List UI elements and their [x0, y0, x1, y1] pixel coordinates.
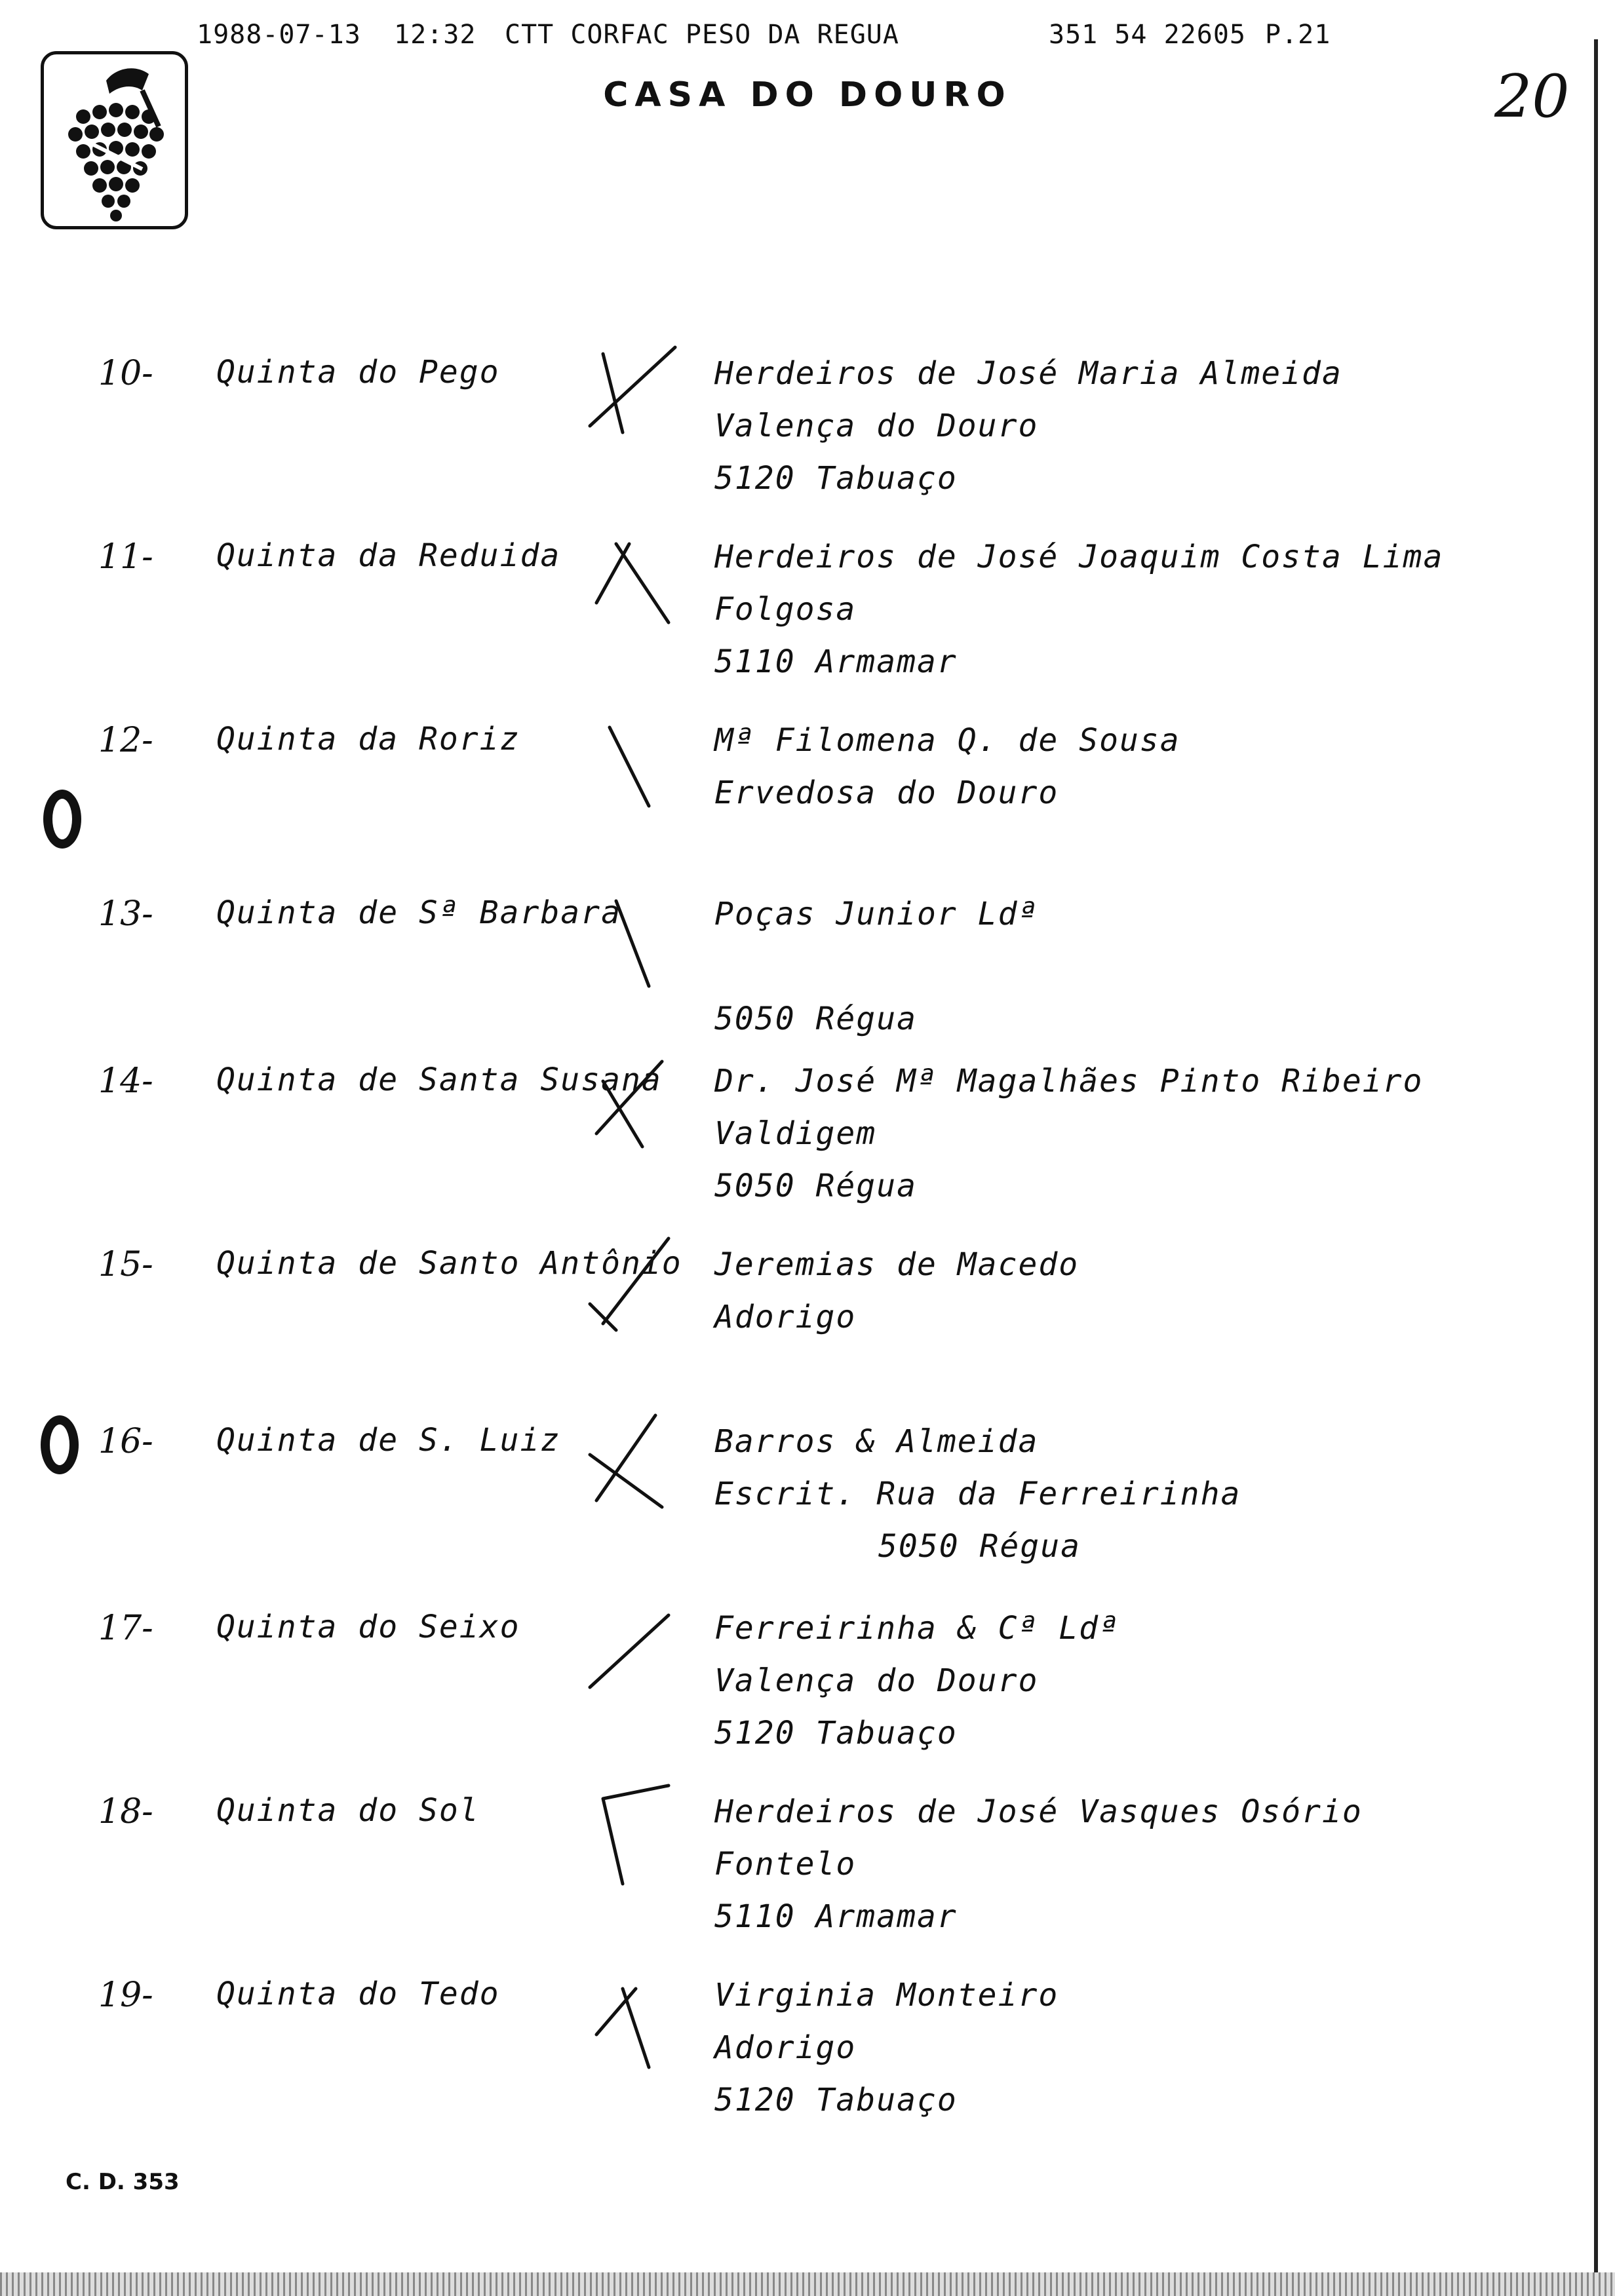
scan-edge: [1594, 39, 1598, 2293]
scan-edge: [0, 2272, 1615, 2296]
owner-address: [714, 714, 1180, 871]
owner-address: [714, 1055, 1423, 1212]
list-item: [0, 1422, 1615, 1592]
entry-number: 13-: [98, 894, 153, 934]
list-item: [0, 1792, 1615, 1962]
owner-postal: 5110 Armamar: [714, 1898, 958, 1935]
owner-place: Adorigo: [714, 2029, 857, 2066]
owner-name: Dr. José Mª Magalhães Pinto Ribeiro: [714, 1063, 1424, 1100]
handwritten-check-icon: [577, 1402, 695, 1520]
entry-number: 19-: [98, 1976, 153, 2015]
quinta-name: Quinta do Sol: [216, 1792, 480, 1829]
handwritten-check-icon: [577, 518, 695, 636]
entry-number: 15-: [98, 1245, 153, 1284]
quinta-name: Quinta de Sª Barbara: [216, 894, 621, 931]
quinta-name: Quinta do Tedo: [216, 1976, 500, 2012]
owner-address: [714, 1969, 1059, 2126]
entry-number: 17-: [98, 1609, 153, 1648]
handwritten-check-icon: [577, 1589, 695, 1707]
owner-name: Poças Junior Ldª: [714, 896, 1039, 932]
owner-name: Barros & Almeida: [714, 1423, 1039, 1460]
handwritten-check-icon: [577, 875, 695, 993]
owner-name: Herdeiros de José Joaquim Costa Lima: [714, 539, 1444, 575]
owner-place: Valença do Douro: [714, 408, 1039, 444]
owner-address: [714, 1238, 1079, 1396]
owner-name: Jeremias de Macedo: [714, 1246, 1080, 1283]
owner-name: Herdeiros de José Vasques Osório: [714, 1793, 1363, 1830]
owner-postal: 5120 Tabuaço: [714, 1715, 958, 1751]
entry-number: 10-: [98, 354, 153, 393]
handwritten-check-icon: [577, 1956, 695, 2074]
handwritten-check-icon: [577, 701, 695, 819]
owner-postal: 5110 Armamar: [714, 643, 958, 680]
list-item: [0, 894, 1615, 1065]
owner-name: Virginia Monteiro: [714, 1977, 1059, 2014]
owner-place: Escrit. Rua da Ferreirinha: [714, 1476, 1241, 1512]
list-item: [0, 1976, 1615, 2146]
handwritten-check-icon: [577, 334, 695, 452]
entry-number: 11-: [98, 537, 153, 577]
fax-sender: CTT CORFAC PESO DA REGUA: [505, 20, 899, 50]
fax-datetime: 1988-07-13 12:32: [197, 20, 477, 50]
fax-page: P.21: [1265, 20, 1331, 50]
handwritten-check-icon: [577, 1042, 695, 1160]
quinta-name: Quinta da Reduida: [216, 537, 561, 574]
owner-postal: [714, 819, 1180, 871]
handwritten-check-icon: [577, 1225, 695, 1343]
owner-postal: 5120 Tabuaço: [714, 2082, 958, 2118]
handwritten-page-number: 20: [1494, 62, 1570, 131]
document-code: C. D. 353: [66, 2169, 180, 2195]
owner-place: Valdigem: [714, 1115, 877, 1152]
owner-postal: 5050 Régua: [878, 1528, 1081, 1565]
owner-place: Ervedosa do Douro: [714, 775, 1059, 811]
owner-place: Fontelo: [714, 1846, 857, 1883]
fax-phone: 351 54 22605: [1049, 20, 1246, 50]
quinta-name: Quinta da Roriz: [216, 721, 520, 757]
owner-place: [714, 940, 1038, 993]
quinta-name: Quinta do Pego: [216, 354, 500, 391]
owner-postal: 5050 Régua: [714, 1001, 917, 1037]
owner-address: [714, 1415, 1241, 1573]
list-item: [0, 1062, 1615, 1232]
owner-address: [714, 1786, 1363, 1943]
quinta-name: Quinta de Santo Antônio: [216, 1245, 682, 1282]
owner-address: [714, 531, 1443, 688]
owner-place: Adorigo: [714, 1299, 857, 1335]
owner-name: Herdeiros de José Maria Almeida: [714, 355, 1342, 392]
list-item: [0, 354, 1615, 524]
owner-address: [714, 888, 1038, 1045]
list-item: [0, 537, 1615, 708]
owner-place: Folgosa: [714, 591, 857, 628]
owner-address: [714, 1602, 1119, 1759]
entry-number: 18-: [98, 1792, 153, 1831]
entry-number: 14-: [98, 1062, 153, 1101]
entry-number: 12-: [98, 721, 153, 760]
owner-postal: [714, 1343, 1079, 1396]
handwritten-check-icon: [577, 1772, 695, 1890]
list-item: [0, 1245, 1615, 1415]
entry-number: 16-: [98, 1422, 153, 1461]
list-item: [0, 721, 1615, 891]
organization-title: CASA DO DOURO: [603, 75, 1012, 115]
owner-address: [714, 347, 1342, 505]
quinta-name: Quinta de Santa Susana: [216, 1062, 662, 1098]
owner-name: Mª Filomena Q. de Sousa: [714, 722, 1180, 759]
list-item: [0, 1609, 1615, 1779]
owner-place: Valença do Douro: [714, 1662, 1039, 1699]
quinta-name: Quinta de S. Luiz: [216, 1422, 561, 1459]
owner-name: Ferreirinha & Cª Ldª: [714, 1610, 1119, 1647]
owner-postal: 5050 Régua: [714, 1168, 917, 1204]
quinta-name: Quinta do Seixo: [216, 1609, 520, 1645]
owner-postal: 5120 Tabuaço: [714, 460, 958, 497]
